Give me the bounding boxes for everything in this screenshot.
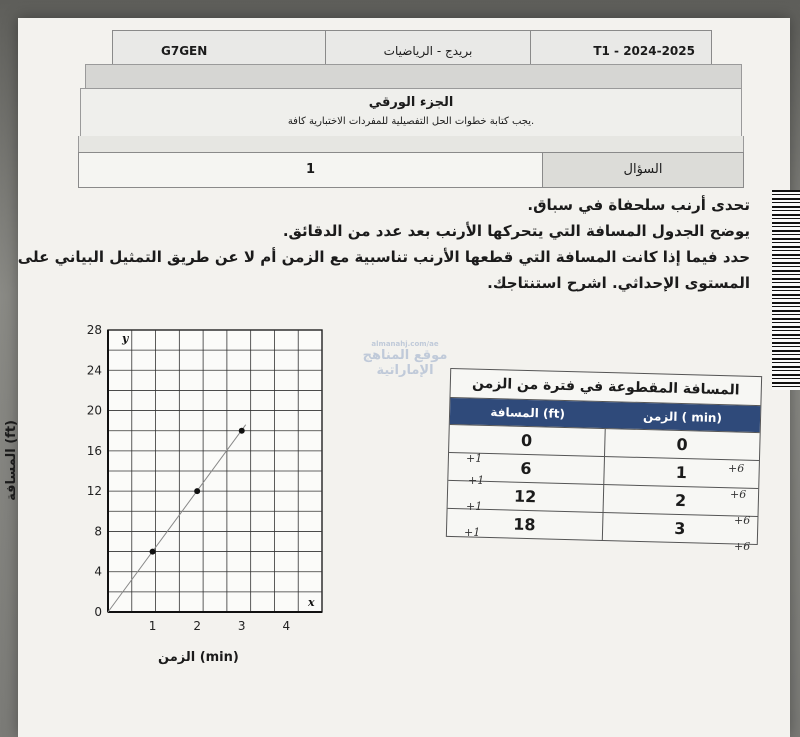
question-line: تحدى أرنب سلحفاة في سباق. xyxy=(527,196,750,214)
y-tick-label: 8 xyxy=(94,524,102,539)
watermark-name: موقع المناهج الإماراتية xyxy=(362,348,448,378)
data-point xyxy=(239,428,245,434)
cell-time: 1 xyxy=(675,462,688,483)
y-axis-title: المسافة (ft) xyxy=(4,420,19,501)
section-instruction: يجب كتابة خطوات الحل التفصيلية للمفردات الاختبارية كافة. xyxy=(287,116,535,127)
watermark-site: almanahj.com/ae xyxy=(371,340,439,348)
x-tick-label: 1 xyxy=(148,619,157,633)
cell-time: 3 xyxy=(674,518,686,539)
term-label: T1 - 2024-2025 xyxy=(593,44,695,58)
question-band xyxy=(78,136,744,152)
x-tick-label: 4 xyxy=(282,619,291,633)
table-title: المسافة المقطوعة في فترة من الزمن xyxy=(450,369,761,406)
column-header-time: الزمن ( min) xyxy=(642,409,723,426)
question-number: 1 xyxy=(305,162,316,177)
question-line: يوضح الجدول المسافة التي يتحركها الأرنب بعد عدد من الدقائق. xyxy=(282,222,750,240)
y-tick-label: 12 xyxy=(86,484,102,499)
cell-time: 0 xyxy=(676,434,688,455)
handwritten-distance-step: +6 xyxy=(728,462,745,475)
handwritten-time-step: +1 xyxy=(466,500,483,513)
x-axis-letter: x xyxy=(308,596,315,609)
handwritten-distance-step: +6 xyxy=(734,540,751,553)
distance-time-table xyxy=(446,368,762,545)
barcode xyxy=(772,190,800,390)
watermark xyxy=(345,340,465,378)
x-tick-label: 2 xyxy=(193,619,201,633)
data-point xyxy=(194,488,200,494)
cell-distance: 12 xyxy=(448,481,604,512)
y-tick-label: 4 xyxy=(94,564,102,579)
y-tick-label: 16 xyxy=(86,443,102,458)
handwritten-distance-step: +6 xyxy=(734,514,751,527)
y-tick-label: 28 xyxy=(86,323,102,337)
y-tick-label: 24 xyxy=(86,363,102,378)
coordinate-graph xyxy=(60,318,350,678)
handwritten-time-step: +1 xyxy=(468,474,485,487)
x-tick-label: 3 xyxy=(237,619,246,633)
x-axis-title: الزمن (min) xyxy=(158,650,239,665)
y-tick-label: 0 xyxy=(94,605,102,619)
question-label: السؤال xyxy=(542,153,743,187)
section-title: الجزء الورقي xyxy=(368,95,454,110)
data-point xyxy=(150,549,156,555)
subject-title: بريدج - الرياضيات xyxy=(325,31,532,71)
cell-time: 2 xyxy=(674,490,687,511)
handwritten-time-step: +1 xyxy=(466,452,483,465)
question-row xyxy=(78,152,744,188)
question-line: المستوى الإحداثي. اشرح استنتاجك. xyxy=(487,274,750,292)
y-tick-label: 20 xyxy=(86,403,102,418)
handwritten-distance-step: +6 xyxy=(730,488,747,501)
paper-part-box xyxy=(80,88,742,138)
course-code: G7GEN xyxy=(161,44,208,58)
question-line: حدد فيما إذا كانت المسافة التي قطعها الأرنب تناسبية مع الزمن أم لا عن طريق التمثيل البياني على xyxy=(17,248,750,266)
cell-distance: 0 xyxy=(449,425,605,456)
column-header-distance: المسافة (ft) xyxy=(490,405,566,421)
question-text xyxy=(17,192,750,296)
y-axis-letter: y xyxy=(122,332,129,345)
cell-distance: 18 xyxy=(447,509,603,540)
header-band xyxy=(85,64,742,90)
handwritten-time-step: +1 xyxy=(464,526,481,539)
cell-distance: 6 xyxy=(448,453,604,484)
